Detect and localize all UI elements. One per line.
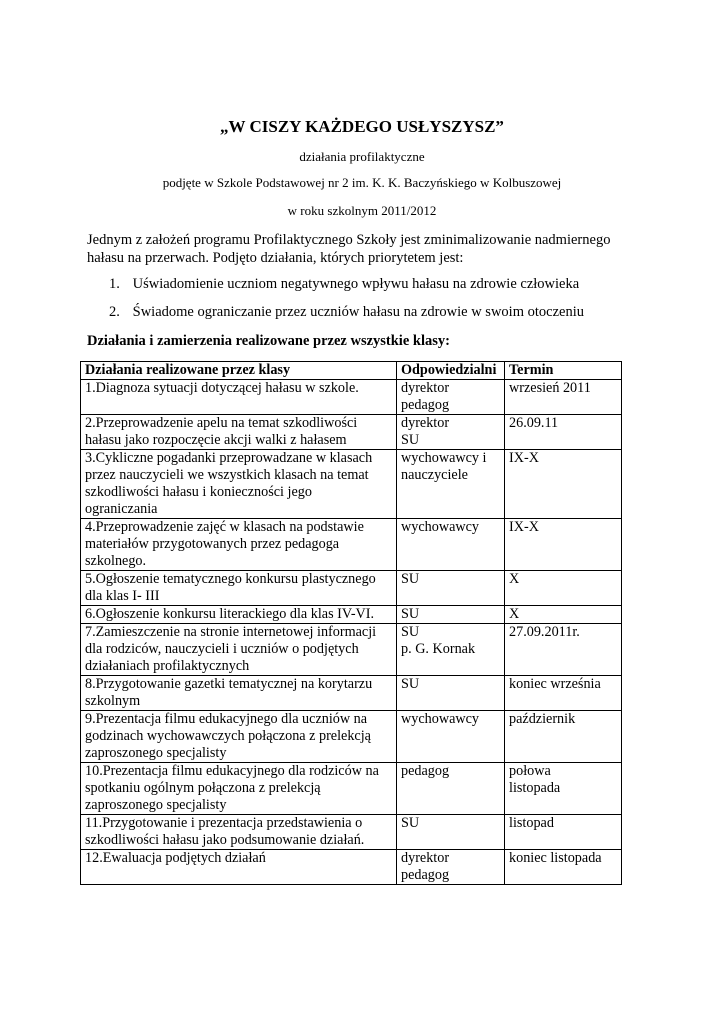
action-cell <box>81 711 397 763</box>
cell-line: 12.Ewaluacja podjętych działań <box>85 850 266 866</box>
action-cell <box>81 450 397 519</box>
intro-line: hałasu na przerwach. Podjęto działania, których priorytetem jest: <box>87 250 464 266</box>
cell-line: 10.Prezentacja filmu edukacyjnego dla rodziców na <box>85 763 379 779</box>
responsible-cell <box>397 415 505 450</box>
table-row <box>81 415 622 450</box>
priority-number: 1. <box>109 276 120 292</box>
cell-line: SU <box>401 815 420 831</box>
intro-line: Jednym z założeń programu Profilaktycznego Szkoły jest zminimalizowanie nadmiernego <box>87 232 611 248</box>
responsible-cell <box>397 850 505 885</box>
actions-table <box>80 361 622 885</box>
cell-line: 9.Prezentacja filmu edukacyjnego dla uczniów na <box>85 711 368 727</box>
cell-line: 5.Ogłoszenie tematycznego konkursu plastycznego <box>85 571 376 587</box>
cell-line: dla klas I- III <box>85 588 160 604</box>
cell-line: wychowawcy <box>401 519 480 535</box>
cell-line: SU <box>401 606 420 622</box>
term-cell <box>505 763 622 815</box>
action-cell <box>81 415 397 450</box>
responsible-cell <box>397 624 505 676</box>
table-row <box>81 763 622 815</box>
cell-line: SU <box>401 676 420 692</box>
cell-line: szkolnym <box>85 693 141 709</box>
term-cell <box>505 815 622 850</box>
responsible-cell <box>397 815 505 850</box>
cell-line: szkodliwości hałasu i konieczności jego <box>85 484 312 500</box>
priority-text: Uświadomienie uczniom negatywnego wpływu hałasu na zdrowie człowieka <box>132 276 580 292</box>
priority-text: Świadome ograniczanie przez uczniów hałasu na zdrowie w swoim otoczeniu <box>132 304 584 320</box>
cell-line: szkolnego. <box>85 553 147 569</box>
header-responsible: Odpowiedzialni <box>397 362 505 380</box>
table-header-row <box>81 362 622 380</box>
cell-line: 11.Przygotowanie i prezentacja przedstawienia o <box>85 815 363 831</box>
term-cell <box>505 415 622 450</box>
action-cell <box>81 624 397 676</box>
cell-line: szkodliwości hałasu jako podsumowanie działań. <box>85 832 365 848</box>
cell-line: listopad <box>509 815 554 831</box>
action-cell <box>81 676 397 711</box>
priority-item <box>109 276 579 293</box>
term-cell <box>505 676 622 711</box>
responsible-cell <box>397 676 505 711</box>
table-row <box>81 519 622 571</box>
cell-line: nauczyciele <box>401 467 468 483</box>
table-row <box>81 624 622 676</box>
cell-line: 7.Zamieszczenie na stronie internetowej informacji <box>85 624 377 640</box>
document-subtitle: działania profilaktyczne <box>299 149 425 164</box>
cell-line: materiałów przygotowanych przez pedagoga <box>85 536 340 552</box>
intro-paragraph <box>87 231 647 267</box>
cell-line: wychowawcy <box>401 711 480 727</box>
cell-line: IX-X <box>509 519 539 535</box>
document-title: „W CISZY KAŻDEGO USŁYSZYSZ” <box>220 117 504 136</box>
cell-line: p. G. Kornak <box>401 641 476 657</box>
header-actions: Działania realizowane przez klasy <box>81 362 397 380</box>
cell-line: 8.Przygotowanie gazetki tematycznej na korytarzu <box>85 676 373 692</box>
table-row <box>81 450 622 519</box>
cell-line: zaproszonego specjalisty <box>85 797 227 813</box>
term-cell <box>505 450 622 519</box>
responsible-cell <box>397 450 505 519</box>
cell-line: wychowawcy i <box>401 450 487 466</box>
cell-line: wrzesień 2011 <box>509 380 591 396</box>
term-cell <box>505 519 622 571</box>
table-row <box>81 380 622 415</box>
cell-line: SU <box>401 432 420 448</box>
action-cell <box>81 815 397 850</box>
cell-line: X <box>509 606 520 622</box>
cell-line: listopada <box>509 780 561 796</box>
cell-line: spotkaniu ogólnym połączona z prelekcją <box>85 780 321 796</box>
responsible-cell <box>397 763 505 815</box>
cell-line: godzinach wychowawczych połączona z prelekcją <box>85 728 371 744</box>
cell-line: październik <box>509 711 576 727</box>
action-cell <box>81 571 397 606</box>
cell-line: hałasu jako rozpoczęcie akcji walki z hałasem <box>85 432 347 448</box>
action-cell <box>81 606 397 624</box>
cell-line: pedagog <box>401 867 450 883</box>
header-term: Termin <box>505 362 622 380</box>
responsible-cell <box>397 711 505 763</box>
table-row <box>81 676 622 711</box>
cell-line: 4.Przeprowadzenie zajęć w klasach na podstawie <box>85 519 364 535</box>
table-row <box>81 711 622 763</box>
year-line: w roku szkolnym 2011/2012 <box>287 203 437 218</box>
action-cell <box>81 380 397 415</box>
term-cell <box>505 571 622 606</box>
responsible-cell <box>397 380 505 415</box>
cell-line: przez nauczycieli we wszystkich klasach na temat <box>85 467 369 483</box>
responsible-cell <box>397 606 505 624</box>
cell-line: 3.Cykliczne pogadanki przeprowadzane w klasach <box>85 450 373 466</box>
cell-line: 1.Diagnoza sytuacji dotyczącej hałasu w szkole. <box>85 380 359 396</box>
cell-line: pedagog <box>401 763 450 779</box>
cell-line: 2.Przeprowadzenie apelu na temat szkodliwości <box>85 415 358 431</box>
cell-line: koniec listopada <box>509 850 602 866</box>
cell-line: SU <box>401 571 420 587</box>
term-cell <box>505 850 622 885</box>
cell-line: 27.09.2011r. <box>509 624 580 640</box>
cell-line: 26.09.11 <box>509 415 559 431</box>
term-cell <box>505 624 622 676</box>
table-body <box>81 380 622 885</box>
cell-line: dla rodziców, nauczycieli i uczniów o podjętych <box>85 641 359 657</box>
responsible-cell <box>397 519 505 571</box>
cell-line: koniec września <box>509 676 601 692</box>
action-cell <box>81 519 397 571</box>
cell-line: połowa <box>509 763 551 779</box>
section-heading: Działania i zamierzenia realizowane przez wszystkie klasy: <box>87 333 450 349</box>
action-cell <box>81 763 397 815</box>
responsible-cell <box>397 571 505 606</box>
cell-line: 6.Ogłoszenie konkursu literackiego dla klas IV-VI. <box>85 606 375 622</box>
term-cell <box>505 380 622 415</box>
cell-line: działaniach profilaktycznych <box>85 658 250 674</box>
school-line: podjęte w Szkole Podstawowej nr 2 im. K. K. Baczyńskiego w Kolbuszowej <box>162 175 562 190</box>
cell-line: zaproszonego specjalisty <box>85 745 227 761</box>
cell-line: pedagog <box>401 397 450 413</box>
priority-item <box>109 304 584 321</box>
cell-line: IX-X <box>509 450 539 466</box>
cell-line: ograniczania <box>85 501 158 517</box>
cell-line: dyrektor <box>401 850 450 866</box>
cell-line: X <box>509 571 520 587</box>
table-row <box>81 571 622 606</box>
cell-line: SU <box>401 624 420 640</box>
cell-line: dyrektor <box>401 415 450 431</box>
term-cell <box>505 606 622 624</box>
table-row <box>81 850 622 885</box>
priority-number: 2. <box>109 304 120 320</box>
cell-line: dyrektor <box>401 380 450 396</box>
table-row <box>81 815 622 850</box>
action-cell <box>81 850 397 885</box>
term-cell <box>505 711 622 763</box>
table-row <box>81 606 622 624</box>
